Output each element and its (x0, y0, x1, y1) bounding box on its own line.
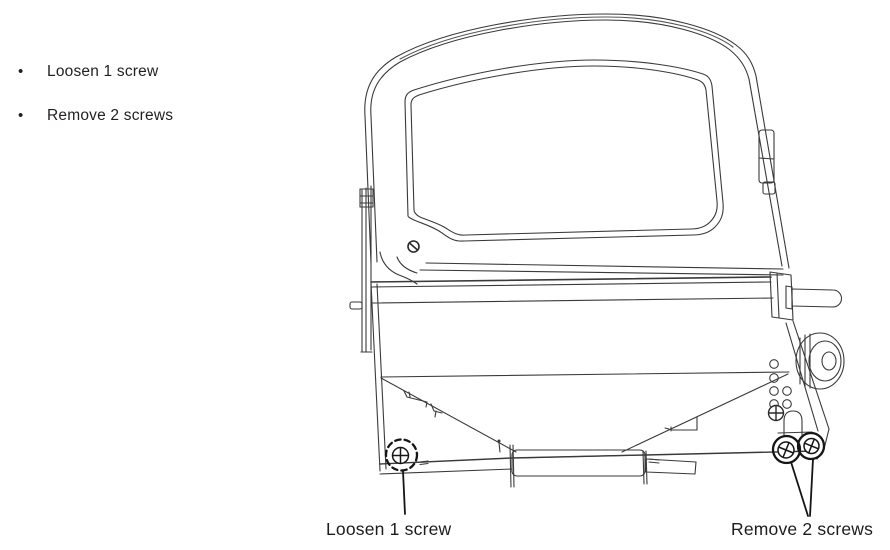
handle-rod (786, 286, 842, 309)
tower-outline (365, 14, 789, 268)
quarter-turn-fastener-icon (408, 241, 419, 252)
instruction-text: Loosen 1 screw (47, 63, 159, 80)
base-body (371, 277, 816, 474)
phillips-screw-icon (777, 441, 795, 459)
leader-line (810, 459, 813, 516)
phillips-screw-icon (393, 448, 409, 464)
leader-line (791, 462, 808, 516)
vent-hole-pattern (770, 360, 792, 409)
bullet-dot: • (18, 107, 24, 124)
leader-line (403, 471, 405, 514)
remove-screws-highlight (773, 433, 824, 516)
right-mount-block (770, 272, 793, 320)
connector-knob (796, 333, 844, 389)
phillips-screw-icon (769, 406, 784, 421)
callout-remove-label: Remove 2 screws (731, 519, 874, 539)
hopper-lines (381, 374, 788, 452)
loosen-screw-highlight (386, 440, 417, 515)
slot-notch (784, 411, 802, 435)
scanner-window (405, 60, 723, 241)
left-rail (350, 186, 373, 352)
callout-loosen-label: Loosen 1 screw (326, 519, 452, 539)
bullet-dot: • (18, 63, 24, 80)
instruction-text: Remove 2 screws (47, 107, 174, 124)
foot-bar (510, 445, 696, 487)
